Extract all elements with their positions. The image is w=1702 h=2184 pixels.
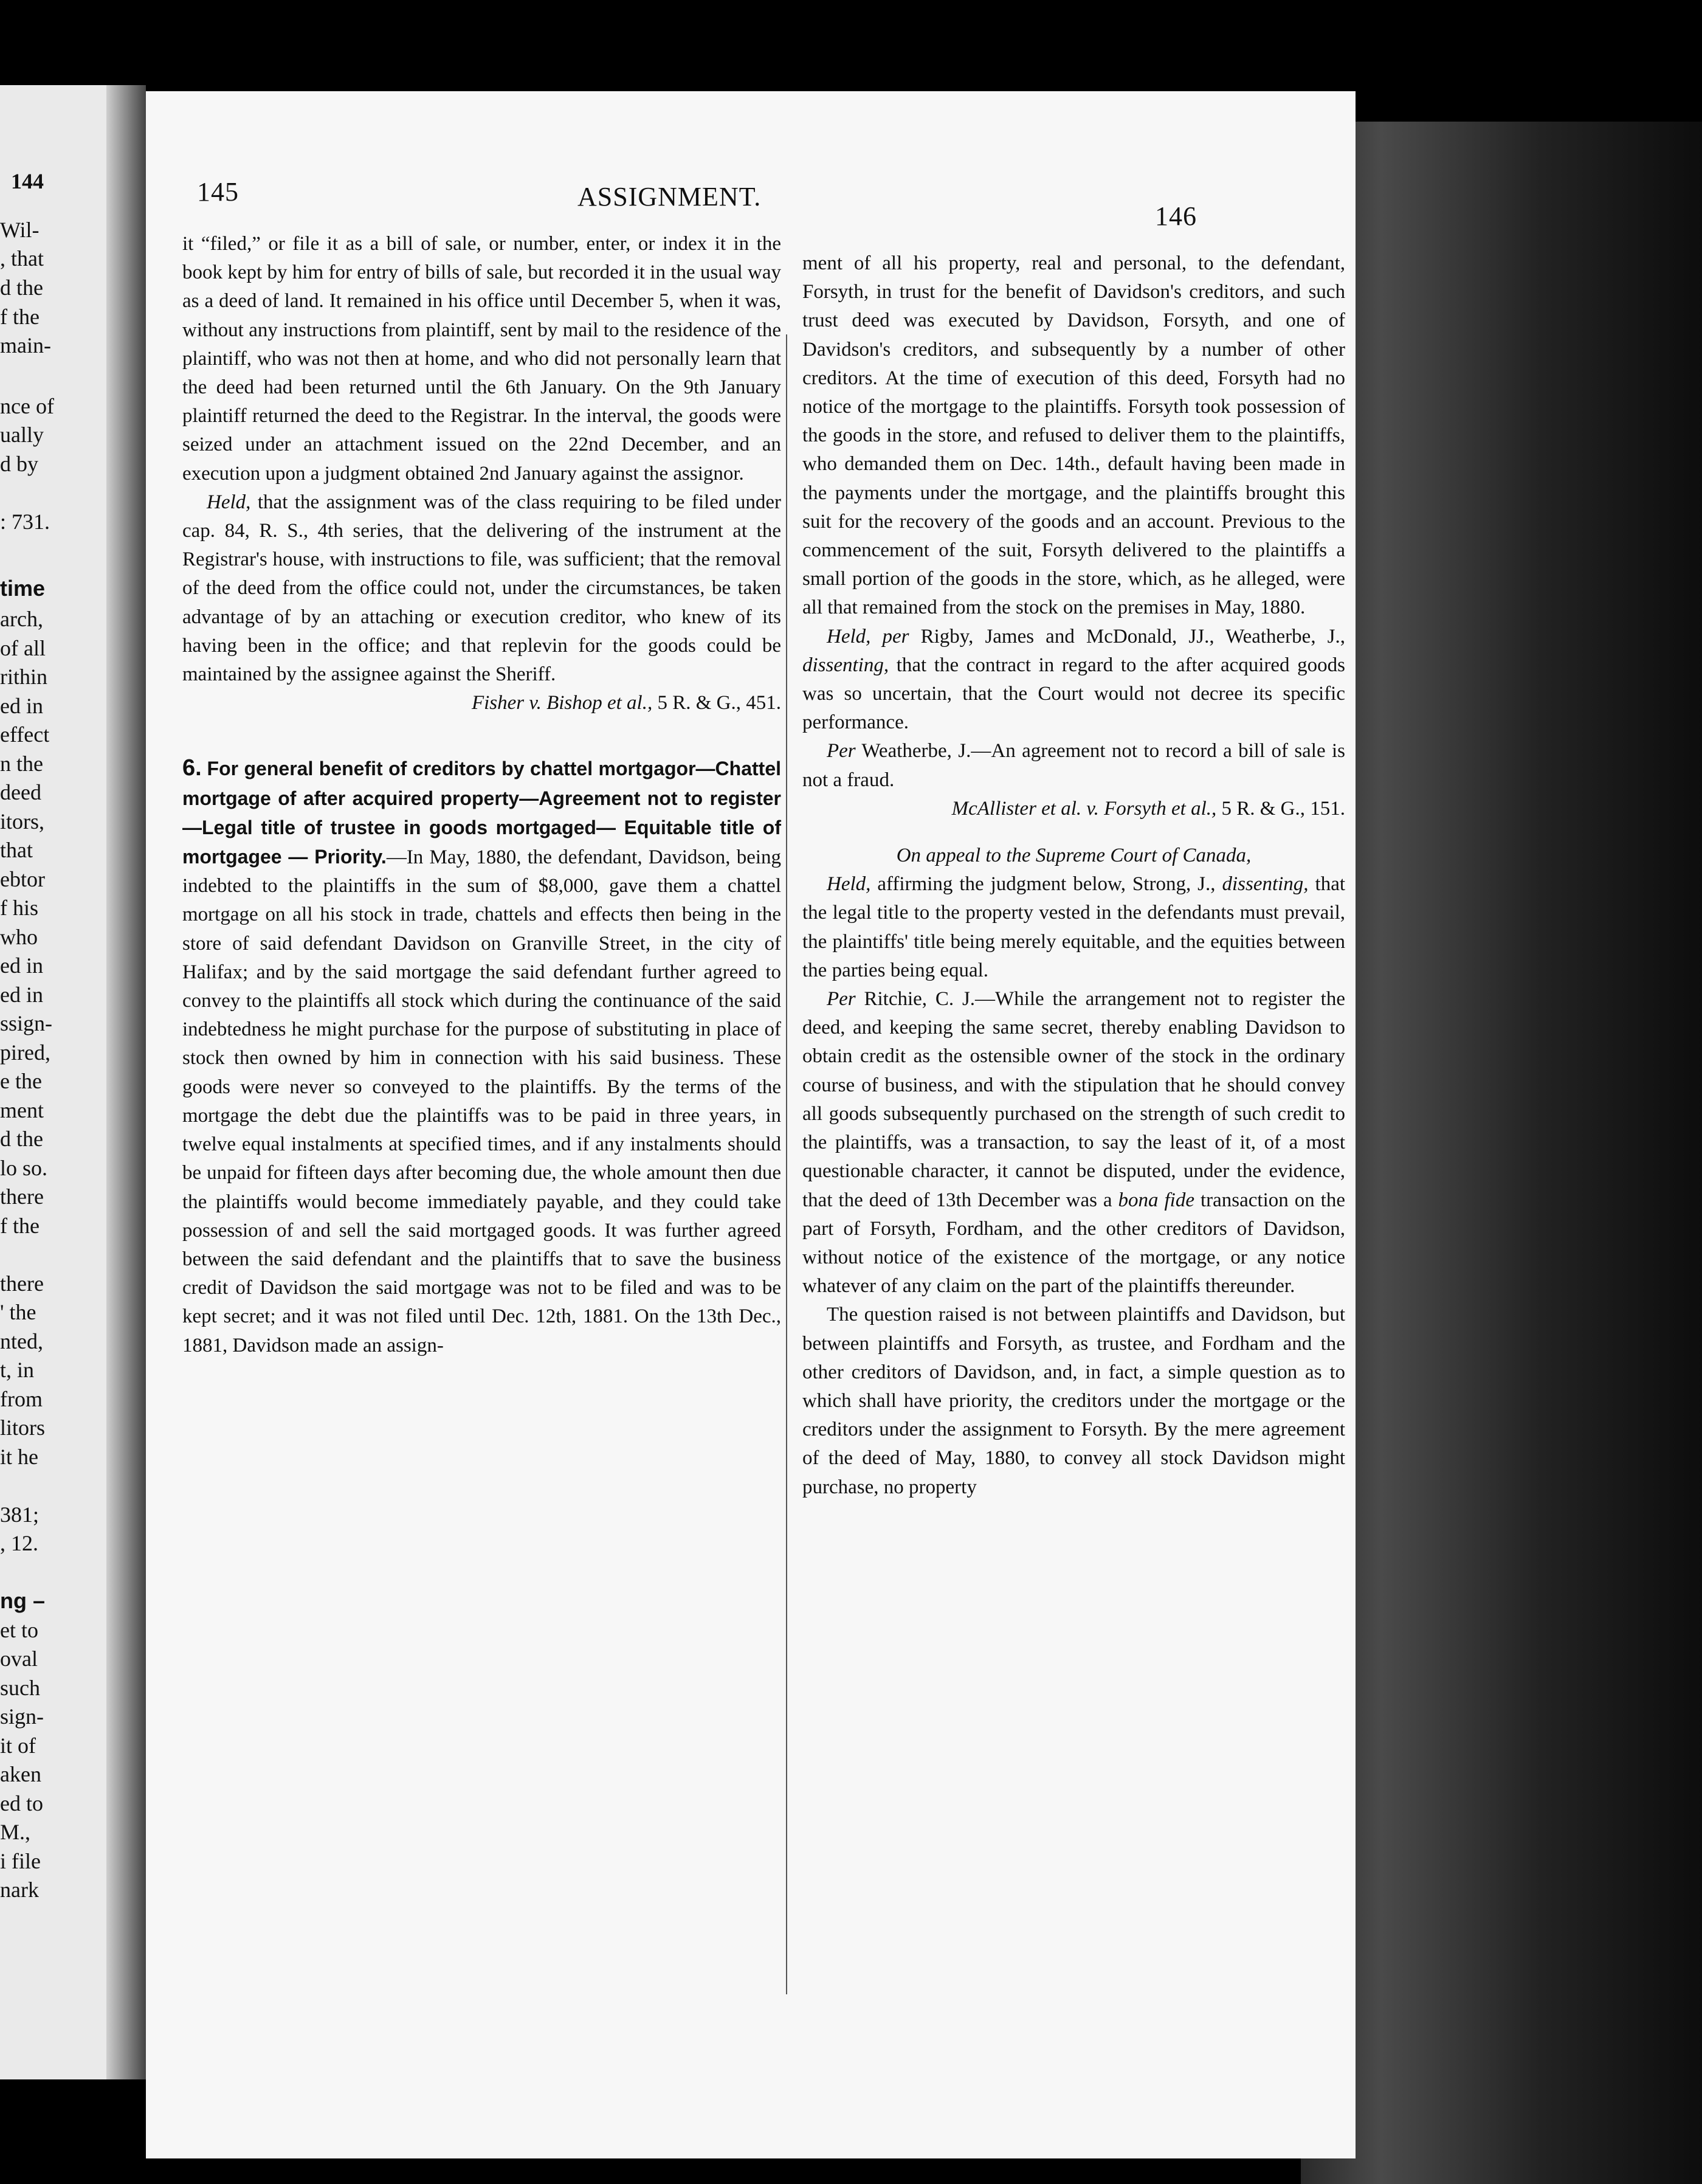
- left-page-fragment-line: there: [0, 1271, 44, 1296]
- col2-appeal-heading: On appeal to the Supreme Court of Canada,: [896, 845, 1252, 867]
- left-page-fragment-line: rithin: [0, 665, 47, 689]
- col2-per-weatherbe: Per Weatherbe, J.—An agreement not to record a bill of sale is not a fraud.: [802, 740, 1345, 791]
- left-page-fragment-line: oval: [0, 1647, 38, 1671]
- left-page-fragment-line: , 12.: [0, 1531, 38, 1555]
- col2-held-appeal: Held, affirming the judgment below, Strong, J., dissenting, that the legal title to the property vested in the defendants must prevail, the plaintiffs' title being merely equitable, and the equities between the parties being equal.: [802, 873, 1346, 981]
- left-page-fragment-line: d by: [0, 452, 38, 476]
- col1-citation: Fisher v. Bishop et al., 5 R. & G., 451.: [471, 692, 781, 714]
- main-page: [146, 91, 1356, 2158]
- left-page-fragment-line: ually: [0, 423, 44, 447]
- left-page-fragment-line: it he: [0, 1445, 38, 1469]
- col2-last-paragraph: The question raised is not between plaintiffs and Davidson, but between plaintiffs and Forsyth, as trustee, and Fordham and the other creditors of Davidson, and, in fact, a simple question as to which shall have priority, the creditors under the mortgage or the creditors under the assignment to Forsyth. By the mere agreement of the deed of May, 1880, to convey all stock Davidson might purchase, no property: [802, 1304, 1345, 1498]
- left-page-fragment-line: f the: [0, 305, 40, 329]
- left-page-fragment-line: arch,: [0, 607, 43, 631]
- left-page-fragment-line: et to: [0, 1618, 38, 1642]
- left-page-fragment-line: there: [0, 1184, 44, 1209]
- left-page-fragment-line: t, in: [0, 1358, 35, 1382]
- left-page-fragment: [0, 85, 106, 2079]
- left-page-fragment-line: ed in: [0, 983, 43, 1007]
- left-page-fragment-line: f his: [0, 896, 38, 920]
- left-page-fragment-line: aken: [0, 1762, 41, 1786]
- dark-background: [1301, 122, 1702, 2184]
- left-page-fragment-line: who: [0, 925, 38, 949]
- left-page-fragment-line: ssign-: [0, 1011, 53, 1035]
- left-page-fragment-line: time: [0, 576, 46, 601]
- left-page-fragment-line: deed: [0, 780, 41, 804]
- left-page-fragment-line: it of: [0, 1733, 36, 1758]
- left-page-fragment-line: n the: [0, 752, 43, 776]
- left-page-fragment-line: d the: [0, 275, 43, 300]
- left-page-fragment-line: nted,: [0, 1329, 43, 1353]
- left-page-fragment-line: ed to: [0, 1791, 43, 1816]
- left-page-fragment-line: from: [0, 1387, 43, 1411]
- col2-citation: McAllister et al. v. Forsyth et al., 5 R. & G., 151.: [951, 797, 1345, 820]
- left-page-fragment-line: main-: [0, 333, 51, 358]
- left-page-fragment-line: ' the: [0, 1300, 36, 1324]
- left-page-fragment-line: M.,: [0, 1820, 31, 1844]
- col1-held: Held, that the assignment was of the class requiring to be filed under cap. 84, R. S., 4th series, that the delivering of the instrument at the Registrar's house, with instructions to file, was sufficient; that the removal of the deed from the office could not, under the circumstances, be taken advantage of by an attaching or execution creditor, who knew of its having been in the office; and that replevin for the goods could be maintained by the assignee against the Sheriff.: [182, 491, 781, 686]
- left-page-fragment-line: lo so.: [0, 1156, 48, 1180]
- left-page-fragment-line: pired,: [0, 1040, 50, 1065]
- col1-paragraph-1: it “filed,” or file it as a bill of sale, or number, enter, or index it in the book kept by him for entry of bills of sale, but recorded it in the usual way as a deed of land. It remained in his office until December 5, when it was, without any instructions from plaintiff, sent by mail to the residence of the plaintiff, who was not then at home, and who did not personally learn that the deed had been returned until the 6th January. On the 9th January plaintiff returned the deed to the Registrar. In the interval, the goods were seized under an attachment issued on the 22nd December, and an execution upon a judgment obtained 2nd January against the assignor.: [182, 233, 781, 485]
- col2-held: Held, per Rigby, James and McDonald, JJ., Weatherbe, J., dissenting, that the contract in regard to the after acquired goods was so uncertain, that the Court would not decree its specific performance.: [802, 625, 1345, 734]
- right-page-number-header: 146: [1155, 201, 1197, 231]
- left-page-fragment-line: sign-: [0, 1704, 44, 1729]
- left-page-fragment-line: ment: [0, 1098, 44, 1122]
- left-page-fragment-line: 381;: [0, 1502, 40, 1527]
- column-left: [182, 230, 781, 1360]
- left-page-fragment-line: d the: [0, 1127, 43, 1151]
- left-page-fragment-line: such: [0, 1676, 40, 1700]
- running-title: ASSIGNMENT.: [577, 182, 762, 212]
- column-divider: [786, 334, 787, 1994]
- left-page-fragment-line: effect: [0, 722, 50, 747]
- left-page-fragment-line: : 731.: [0, 510, 50, 534]
- left-page-number-header: 145: [197, 177, 239, 207]
- col2-per-ritchie: Per Ritchie, C. J.—While the arrangement not to register the deed, and keeping the same secret, thereby enabling Davidson to obtain credit as the ostensible owner of the stock in the ordinary course of business, and with the stipulation that he should convey all goods subsequently purchased on the strength of such credit to the plaintiffs, was a transaction, to say the least of it, of a most questionable character, it cannot be disputed, under the evidence, that the deed of 13th December was a bona fide transaction on the part of Forsyth, Fordham, and the other creditors of Davidson, without notice of the existence of the mortgage, or any notice whatever of any claim on the part of the plaintiffs thereunder.: [802, 988, 1345, 1298]
- left-page-fragment-line: that: [0, 838, 33, 862]
- column-right: [802, 249, 1345, 1502]
- left-page-fragment-line: litors: [0, 1415, 46, 1440]
- left-page-fragment-line: f the: [0, 1214, 40, 1238]
- col1-section-6: 6. For general benefit of creditors by chattel mortgagor—Chattel mortgage of after acquired property—Agreement not to register —Legal title of trustee in goods mortgaged— Equitable title of mortgagee — Priority.—In May, 1880, the defendant, Davidson, being indebted to the plaintiffs in the sum of $8,000, gave them a chattel mortgage on all his stock in trade, chattels and effects then being in the store of said defendant Davidson on Granville Street, in the city of Halifax; and by the said mortgage the said defendant further agreed to convey to the plaintiffs all stock which during the continuance of the said indebtedness he might purchase for the purpose of substituting in place of stock then owned by him in connection with his said business. These goods were never so conveyed to the plaintiffs. By the terms of the mortgage the debt due the plaintiffs was to be paid in three years, in twelve equal instalments at specified times, and if any instalments should be unpaid for fifteen days after becoming due, the whole amount then due the plaintiffs would become immediately payable, and they could take possession of and sell the said mortgaged goods. It was further agreed between the said defendant and the plaintiffs that to save the business credit of Davidson the said mortgage was not to be filed and was to be kept secret; and it was not filed until Dec. 12th, 1881. On the 13th Dec., 1881, Davidson made an assign-: [182, 755, 782, 1356]
- left-page-fragment-line: ebtor: [0, 867, 45, 891]
- left-page-fragment-line: i file: [0, 1849, 41, 1873]
- left-page-fragment-line: ed in: [0, 953, 43, 978]
- left-page-fragment-line: itors,: [0, 809, 45, 834]
- left-page-fragment-line: , that: [0, 246, 44, 271]
- left-page-fragment-line: nark: [0, 1878, 39, 1902]
- left-page-fragment-line: ng –: [0, 1588, 46, 1613]
- page-gutter: [106, 85, 146, 2079]
- left-page-fragment-line: of all: [0, 636, 46, 660]
- left-page-fragment-line: Wil-: [0, 218, 40, 242]
- col2-paragraph-1: ment of all his property, real and personal, to the defendant, Forsyth, in trust for the benefit of Davidson's creditors, and such trust deed was executed by Davidson, Forsyth, and one of Davidson's creditors, and subsequently by a number of other creditors. At the time of execution of this deed, Forsyth had no notice of the mortgage to the plaintiffs. Forsyth took possession of the goods in the store, and refused to deliver them to the plaintiffs, who demanded them on Dec. 14th., default having been made in the payments under the mortgage, and the plaintiffs brought this suit for the recovery of the goods and an account. Previous to the commencement of the suit, Forsyth delivered to the plaintiffs a small portion of the goods in the store, which, as he alleged, were all that remained from the stock on the premises in May, 1880.: [802, 252, 1345, 619]
- left-page-fragment-line: e the: [0, 1069, 42, 1093]
- left-page-fragment-line: ed in: [0, 694, 43, 718]
- left-page-fragment-line: nce of: [0, 394, 54, 418]
- left-page-number: 144: [11, 169, 44, 193]
